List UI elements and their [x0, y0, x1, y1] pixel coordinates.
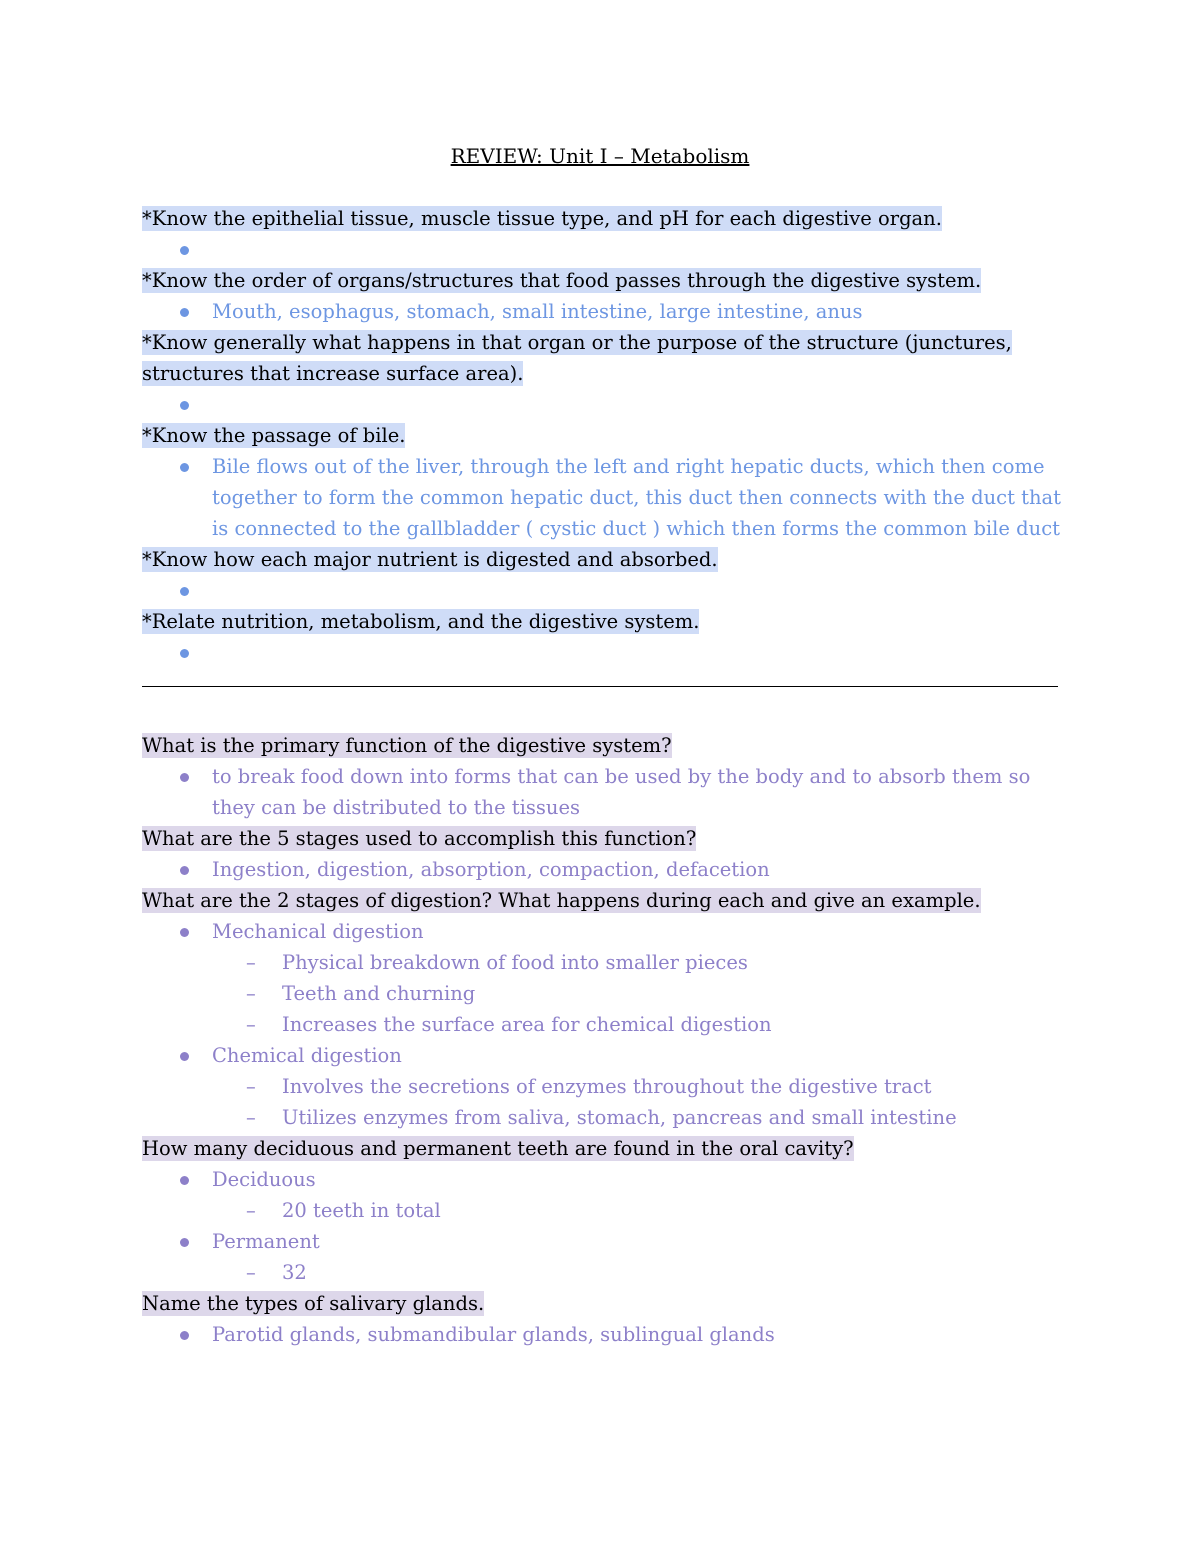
answer-list: [142, 916, 1072, 1133]
answer-list: [142, 575, 1072, 606]
sub-item: – Utilizes enzymes from saliva, stomach, pancreas and small intestine: [282, 1102, 1072, 1133]
empty-bullet: [212, 234, 1072, 265]
answer-list: [142, 389, 1072, 420]
review-item-5: [142, 544, 1072, 575]
review-item-6: [142, 606, 1072, 637]
review-prompt: *Know the epithelial tissue, muscle tissue type, and pH for each digestive organ.: [142, 207, 942, 230]
sub-item: – 20 teeth in total: [282, 1195, 1072, 1226]
answer-bullet: [212, 916, 1072, 1040]
review-prompt: *Know how each major nutrient is digested and absorbed.: [142, 548, 718, 571]
sub-list: [212, 1195, 1072, 1226]
answer-bullet: to break food down into forms that can be used by the body and to absorb them so they can be distributed to the tissues: [212, 761, 1072, 823]
question-1: [142, 730, 1072, 761]
question-text: What are the 2 stages of digestion? What happens during each and give an example.: [142, 889, 981, 912]
sub-list: [212, 1257, 1072, 1288]
answer-bullet: Mouth, esophagus, stomach, small intestine, large intestine, anus: [212, 296, 1072, 327]
sub-list: [212, 1071, 1072, 1133]
empty-bullet: [212, 575, 1072, 606]
answer-list: [142, 637, 1072, 668]
review-prompt: *Know generally what happens in that organ or the purpose of the structure (junctures, structures that increase surface area).: [142, 331, 1012, 385]
answer-bullet: Parotid glands, submandibular glands, sublingual glands: [212, 1319, 1072, 1350]
question-2: [142, 823, 1072, 854]
review-prompt: *Know the order of organs/structures that food passes through the digestive system.: [142, 269, 982, 292]
sub-list: [212, 947, 1072, 1040]
answer-list: [142, 1164, 1072, 1288]
question-text: Name the types of salivary glands.: [142, 1292, 485, 1315]
bullet-text: Permanent: [212, 1230, 320, 1253]
bullet-text: Chemical digestion: [212, 1044, 402, 1067]
sub-item: – Increases the surface area for chemical digestion: [282, 1009, 1072, 1040]
review-item-3: [142, 327, 1072, 389]
review-item-2: [142, 265, 1072, 296]
answer-bullet: Ingestion, digestion, absorption, compaction, defacetion: [212, 854, 1072, 885]
answer-bullet: [212, 1164, 1072, 1226]
sub-item: – Involves the secretions of enzymes throughout the digestive tract: [282, 1071, 1072, 1102]
sub-item: – Teeth and churning: [282, 978, 1072, 1009]
page-title: REVIEW: Unit I – Metabolism: [450, 144, 750, 168]
bullet-text: Deciduous: [212, 1168, 316, 1191]
answer-bullet: [212, 1226, 1072, 1288]
answer-list: [142, 1319, 1072, 1350]
sub-item: – 32: [282, 1257, 1072, 1288]
answer-list: [142, 451, 1072, 544]
review-item-4: [142, 420, 1072, 451]
review-prompt: *Know the passage of bile.: [142, 424, 406, 447]
sub-item: – Physical breakdown of food into smaller pieces: [282, 947, 1072, 978]
answer-bullet: [212, 1040, 1072, 1133]
question-4: [142, 1133, 1072, 1164]
document-body: [142, 203, 1072, 1350]
answer-list: [142, 854, 1072, 885]
answer-list: [142, 296, 1072, 327]
question-text: What are the 5 stages used to accomplish this function?: [142, 827, 697, 850]
blank-line: [142, 699, 1072, 730]
answer-list: [142, 234, 1072, 265]
answer-list: [142, 761, 1072, 823]
question-text: What is the primary function of the digestive system?: [142, 734, 672, 757]
empty-bullet: [212, 389, 1072, 420]
question-text: How many deciduous and permanent teeth are found in the oral cavity?: [142, 1137, 854, 1160]
bullet-text: Mechanical digestion: [212, 920, 424, 943]
answer-bullet: Bile flows out of the liver, through the left and right hepatic ducts, which then come together to form the common hepatic duct, this duct then connects with the duct that is connected to the gallbladder ( cystic duct ) which then forms the common bile duct: [212, 451, 1072, 544]
empty-bullet: [212, 637, 1072, 668]
question-5: [142, 1288, 1072, 1319]
question-3: [142, 885, 1072, 916]
review-prompt: *Relate nutrition, metabolism, and the digestive system.: [142, 610, 700, 633]
section-divider: [142, 668, 1058, 699]
review-item-1: [142, 203, 1072, 234]
